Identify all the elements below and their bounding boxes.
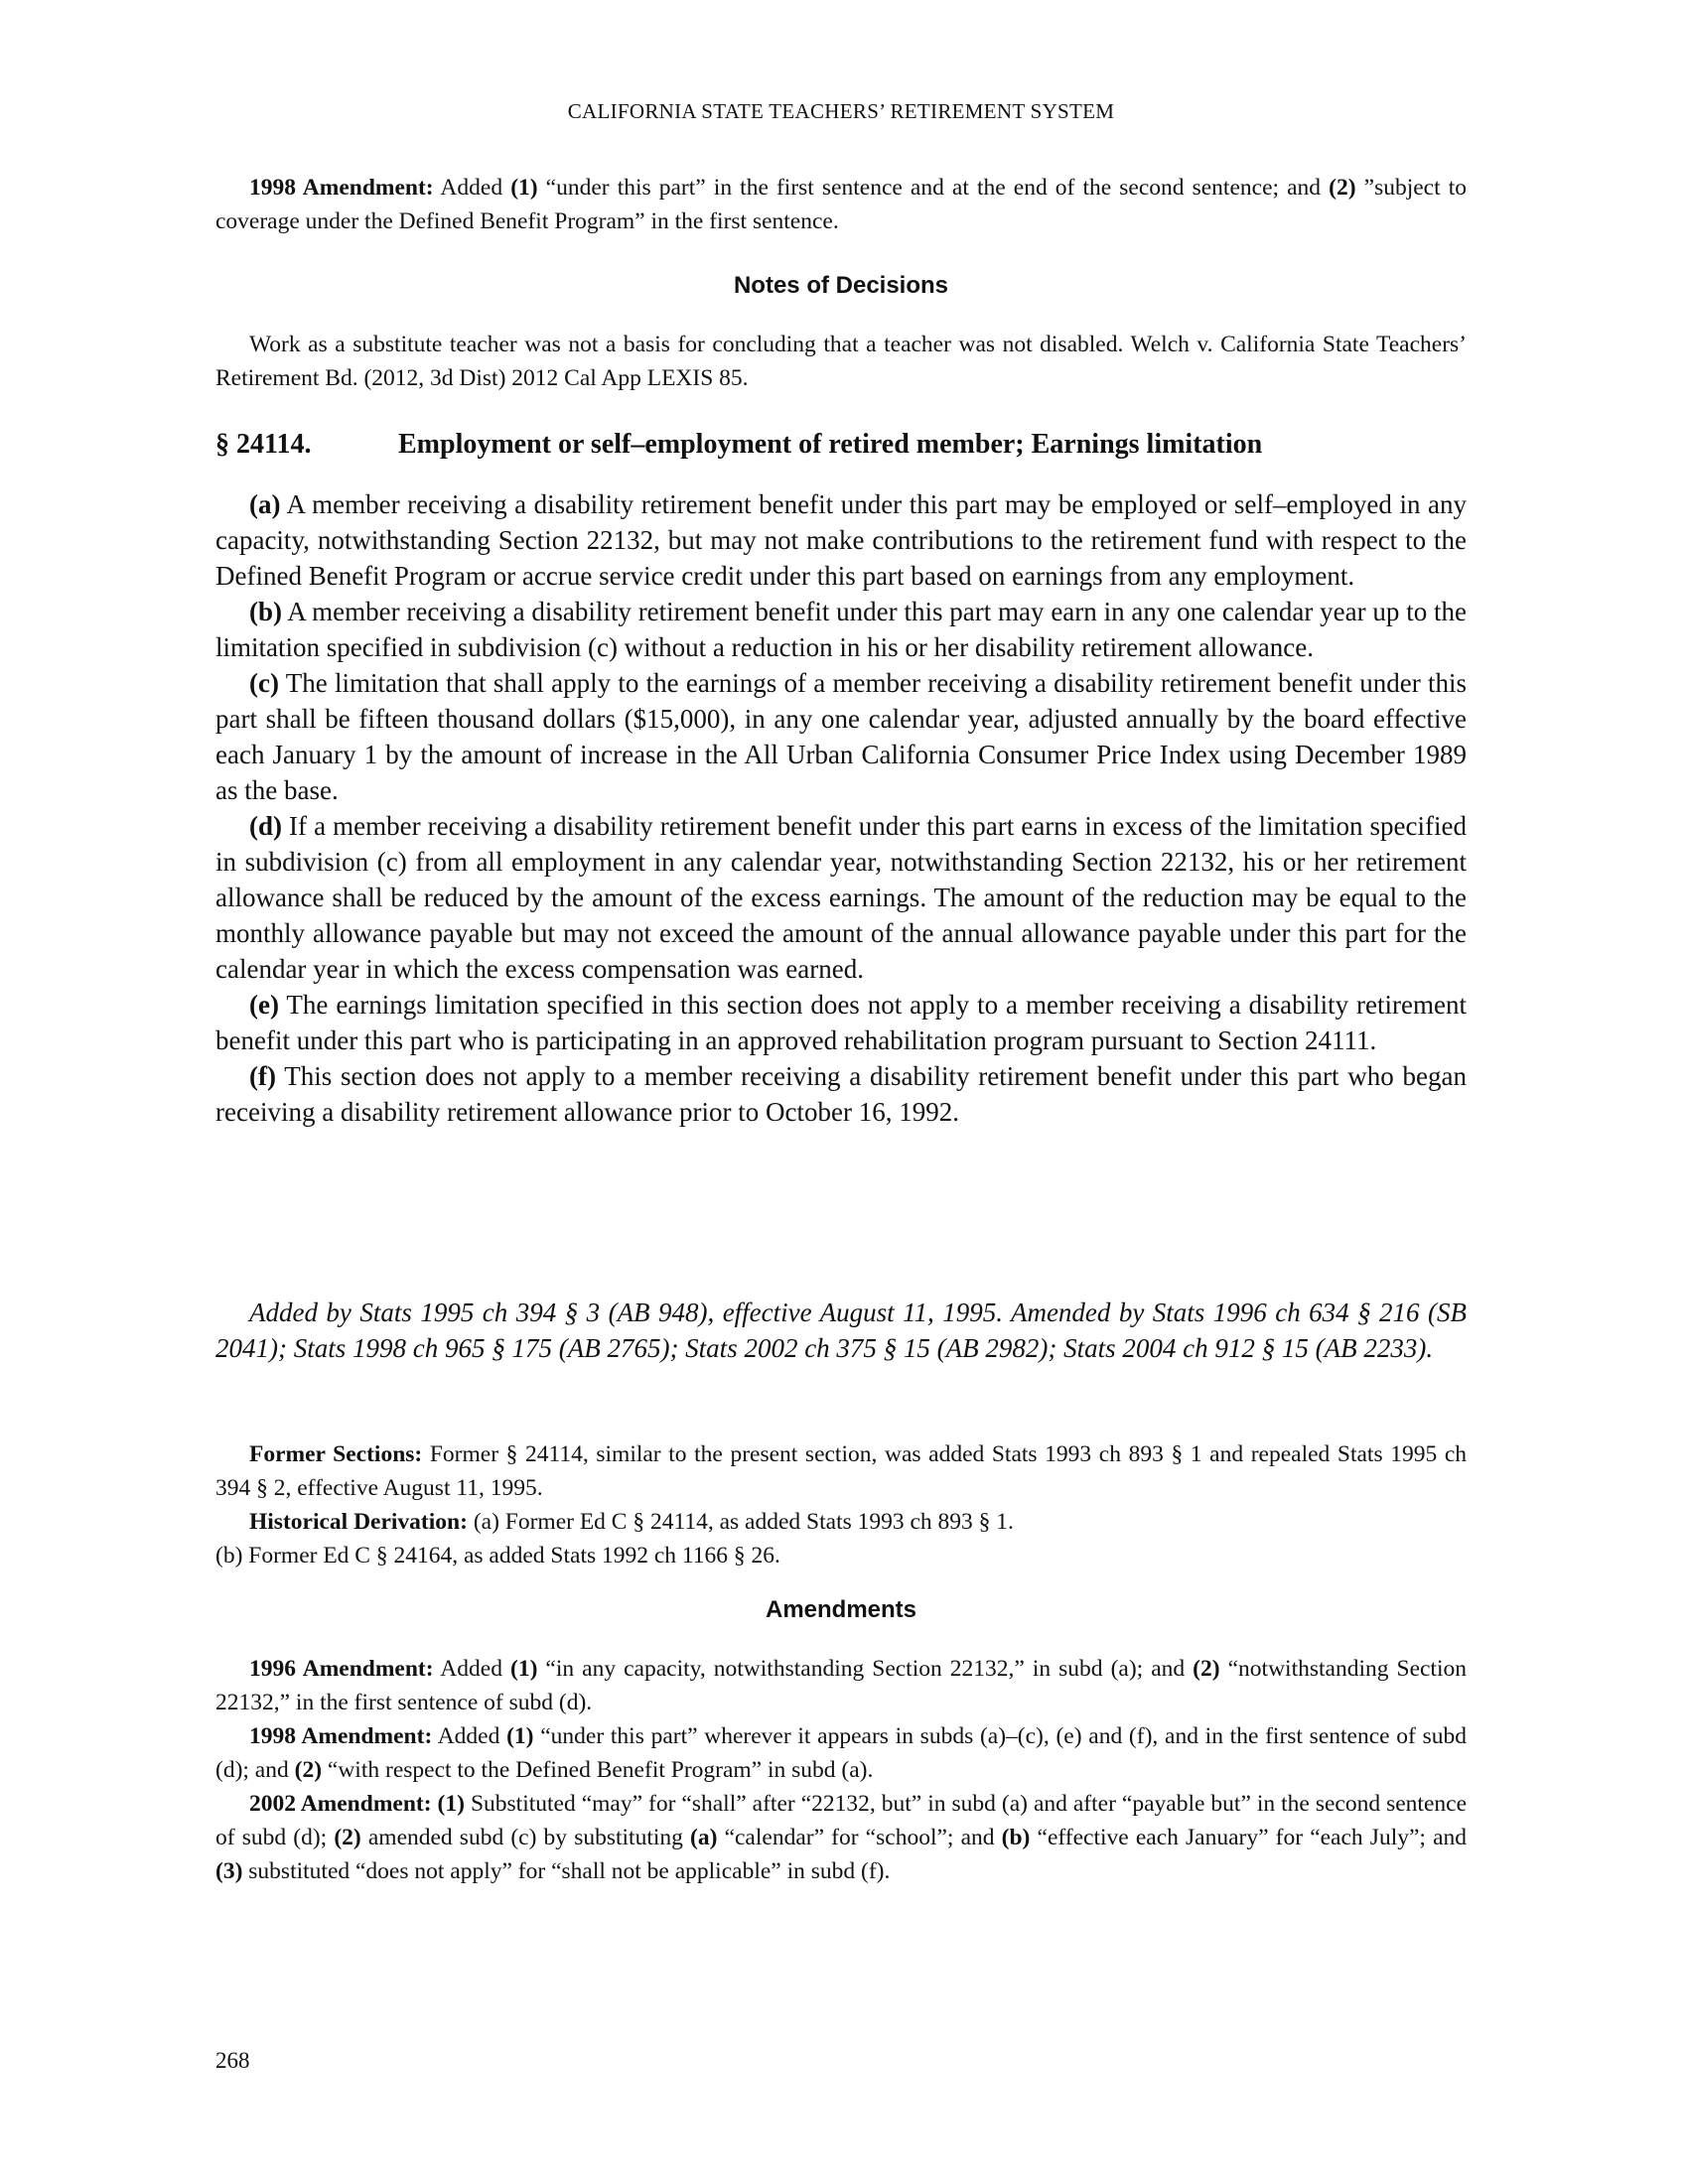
amendment-text: “effective each January” for “each July”; and bbox=[1030, 1825, 1468, 1850]
amendment-text: substituted “does not apply” for “shall not be applicable” in subd (f). bbox=[242, 1858, 891, 1884]
amendment-2002 bbox=[215, 1787, 1467, 1888]
section-heading-block bbox=[215, 429, 1467, 461]
subdivision-d bbox=[215, 808, 1467, 987]
amendment-label: 1996 Amendment: bbox=[249, 1656, 434, 1682]
amendment-label: 1998 Amendment: bbox=[249, 175, 434, 201]
subdivision-b bbox=[215, 594, 1467, 665]
historical-derivation-a: (a) Former Ed C § 24114, as added Stats 1993 ch 893 § 1. bbox=[467, 1509, 1014, 1535]
subdivision-c bbox=[215, 665, 1467, 808]
history-note bbox=[215, 1295, 1467, 1366]
historical-derivation-label: Historical Derivation: bbox=[249, 1509, 468, 1535]
marker: (a) bbox=[690, 1825, 718, 1850]
former-sections-block bbox=[215, 1437, 1467, 1572]
amendment-text: Added bbox=[433, 175, 511, 201]
amendment-text: “notwithstanding Section 22132,” in the first sentence of subd (d). bbox=[215, 1656, 1467, 1715]
amendment-text: Substituted “may” for “shall” after “22132, but” in subd (a) and after “payable but” in the second sentence of subd (d); bbox=[215, 1791, 1467, 1850]
document-page bbox=[215, 0, 1467, 2184]
subdivision-text: The earnings limitation specified in this section does not apply to a member receiving a disability retirement benefit under this part who is participating in an approved rehabilitation program pursuant to Section 24111. bbox=[215, 990, 1467, 1055]
marker: (3) bbox=[215, 1858, 243, 1884]
historical-derivation bbox=[215, 1505, 1467, 1539]
amendment-text: “with respect to the Defined Benefit Program” in subd (a). bbox=[322, 1757, 874, 1783]
marker: (2) bbox=[334, 1825, 361, 1850]
subdivision-label: (c) bbox=[249, 668, 279, 698]
amendments-section bbox=[215, 1596, 1467, 1888]
amendment-text: Added bbox=[432, 1723, 507, 1749]
amendment-1998 bbox=[215, 1719, 1467, 1787]
former-sections bbox=[215, 1437, 1467, 1505]
section-title: Employment or self–employment of retired member; Earnings limitation bbox=[398, 429, 1263, 460]
subdivision-label: (d) bbox=[249, 811, 282, 841]
amendment-text: ”subject to coverage under the Defined Benefit Program” in the first sentence. bbox=[215, 175, 1467, 234]
page-number: 268 bbox=[215, 2048, 250, 2073]
notes-heading: Notes of Decisions bbox=[733, 272, 949, 299]
subdivision-label: (f) bbox=[249, 1061, 276, 1091]
subdivision-text: This section does not apply to a member receiving a disability retirement benefit under this part who began receiving a disability retirement allowance prior to October 16, 1992. bbox=[215, 1061, 1467, 1127]
former-sections-label: Former Sections: bbox=[249, 1441, 423, 1467]
amendments-list bbox=[215, 1652, 1467, 1888]
marker: (1) bbox=[437, 1791, 465, 1817]
amendment-text: “in any capacity, notwithstanding Section 22132,” in subd (a); and bbox=[537, 1656, 1194, 1682]
historical-derivation-b: (b) Former Ed C § 24164, as added Stats 1992 ch 1166 § 26. bbox=[215, 1543, 780, 1569]
notes-text: Work as a substitute teacher was not a basis for concluding that a teacher was not disabled. Welch v. California State Teachers’ Retirement Bd. (2012, 3d Dist) 2012 Cal App LEXIS 85. bbox=[215, 332, 1467, 391]
marker: (1) bbox=[506, 1723, 534, 1749]
amendment-text: amended subd (c) by substituting bbox=[360, 1825, 691, 1850]
subdivision-e bbox=[215, 987, 1467, 1058]
section-body bbox=[215, 486, 1467, 1130]
marker: (2) bbox=[1329, 175, 1356, 201]
amendment-paragraph bbox=[215, 171, 1467, 238]
amendment-text: “calendar” for “school”; and bbox=[717, 1825, 1002, 1850]
marker: (2) bbox=[1193, 1656, 1220, 1682]
subdivision-text: The limitation that shall apply to the earnings of a member receiving a disability retirement benefit under this part shall be fifteen thousand dollars ($15,000), in any one calendar year, adjusted annually by the board effective each January 1 by the amount of increase in the All Urban California Consumer Price Index using December 1989 as the base. bbox=[215, 668, 1467, 805]
subdivision-label: (e) bbox=[249, 990, 279, 1020]
amendment-text: “under this part” in the first sentence and at the end of the second sentence; and bbox=[537, 175, 1330, 201]
section-heading bbox=[215, 429, 1467, 461]
subdivision-label: (b) bbox=[249, 597, 282, 626]
running-head: CALIFORNIA STATE TEACHERS’ RETIREMENT SYSTEM bbox=[567, 99, 1115, 123]
subdivision-text: A member receiving a disability retirement benefit under this part may earn in any one calendar year up to the limitation specified in subdivision (c) without a reduction in his or her disability retirement allowance. bbox=[215, 597, 1467, 662]
subdivision-f bbox=[215, 1058, 1467, 1130]
amendment-text: “under this part” wherever it appears in subds (a)–(c), (e) and (f), and in the first sentence of subd (d); and bbox=[215, 1723, 1468, 1783]
amendment-text: Added bbox=[433, 1656, 510, 1682]
amendments-heading: Amendments bbox=[765, 1596, 917, 1623]
subdivision-text: A member receiving a disability retirement benefit under this part may be employed or self–employed in any capacity, notwithstanding Section 22132, but may not make contributions to the retirement fund with respect to the Defined Benefit Program or accrue service credit under this part based on earnings from any employment. bbox=[215, 489, 1467, 591]
amendment-label: 1998 Amendment: bbox=[249, 1723, 433, 1749]
notes-of-decisions bbox=[215, 272, 1467, 395]
amendment-1998-top bbox=[215, 171, 1467, 238]
marker: (2) bbox=[294, 1757, 323, 1783]
subdivision-label: (a) bbox=[249, 489, 281, 519]
history-text: Added by Stats 1995 ch 394 § 3 (AB 948), effective August 11, 1995. Amended by Stats 1996 ch 634 § 216 (SB 2041); Stats 1998 ch 965 § 175 (AB 2765); Stats 2002 ch 375 § 15 (AB 2982); Stats 2004 ch 912 § 15 (AB 2233). bbox=[215, 1297, 1467, 1363]
marker: (1) bbox=[510, 1656, 538, 1682]
marker: (b) bbox=[1001, 1825, 1031, 1850]
former-sections-text: Former § 24114, similar to the present section, was added Stats 1993 ch 893 § 1 and repealed Stats 1995 ch 394 § 2, effective August 11, 1995. bbox=[215, 1441, 1467, 1501]
amendment-1996 bbox=[215, 1652, 1467, 1719]
amendment-label: 2002 Amendment: bbox=[249, 1791, 432, 1817]
marker: (1) bbox=[510, 175, 538, 201]
subdivision-text: If a member receiving a disability retirement benefit under this part earns in excess of the limitation specified in subdivision (c) from all employment in any calendar year, notwithstanding Section 22132, his or her retirement allowance shall be reduced by the amount of the excess earnings. The amount of the reduction may be equal to the monthly allowance payable but may not exceed the amount of the annual allowance payable under this part for the calendar year in which the excess compensation was earned. bbox=[215, 811, 1467, 984]
section-number: § 24114. bbox=[215, 429, 312, 460]
subdivision-a bbox=[215, 486, 1467, 594]
